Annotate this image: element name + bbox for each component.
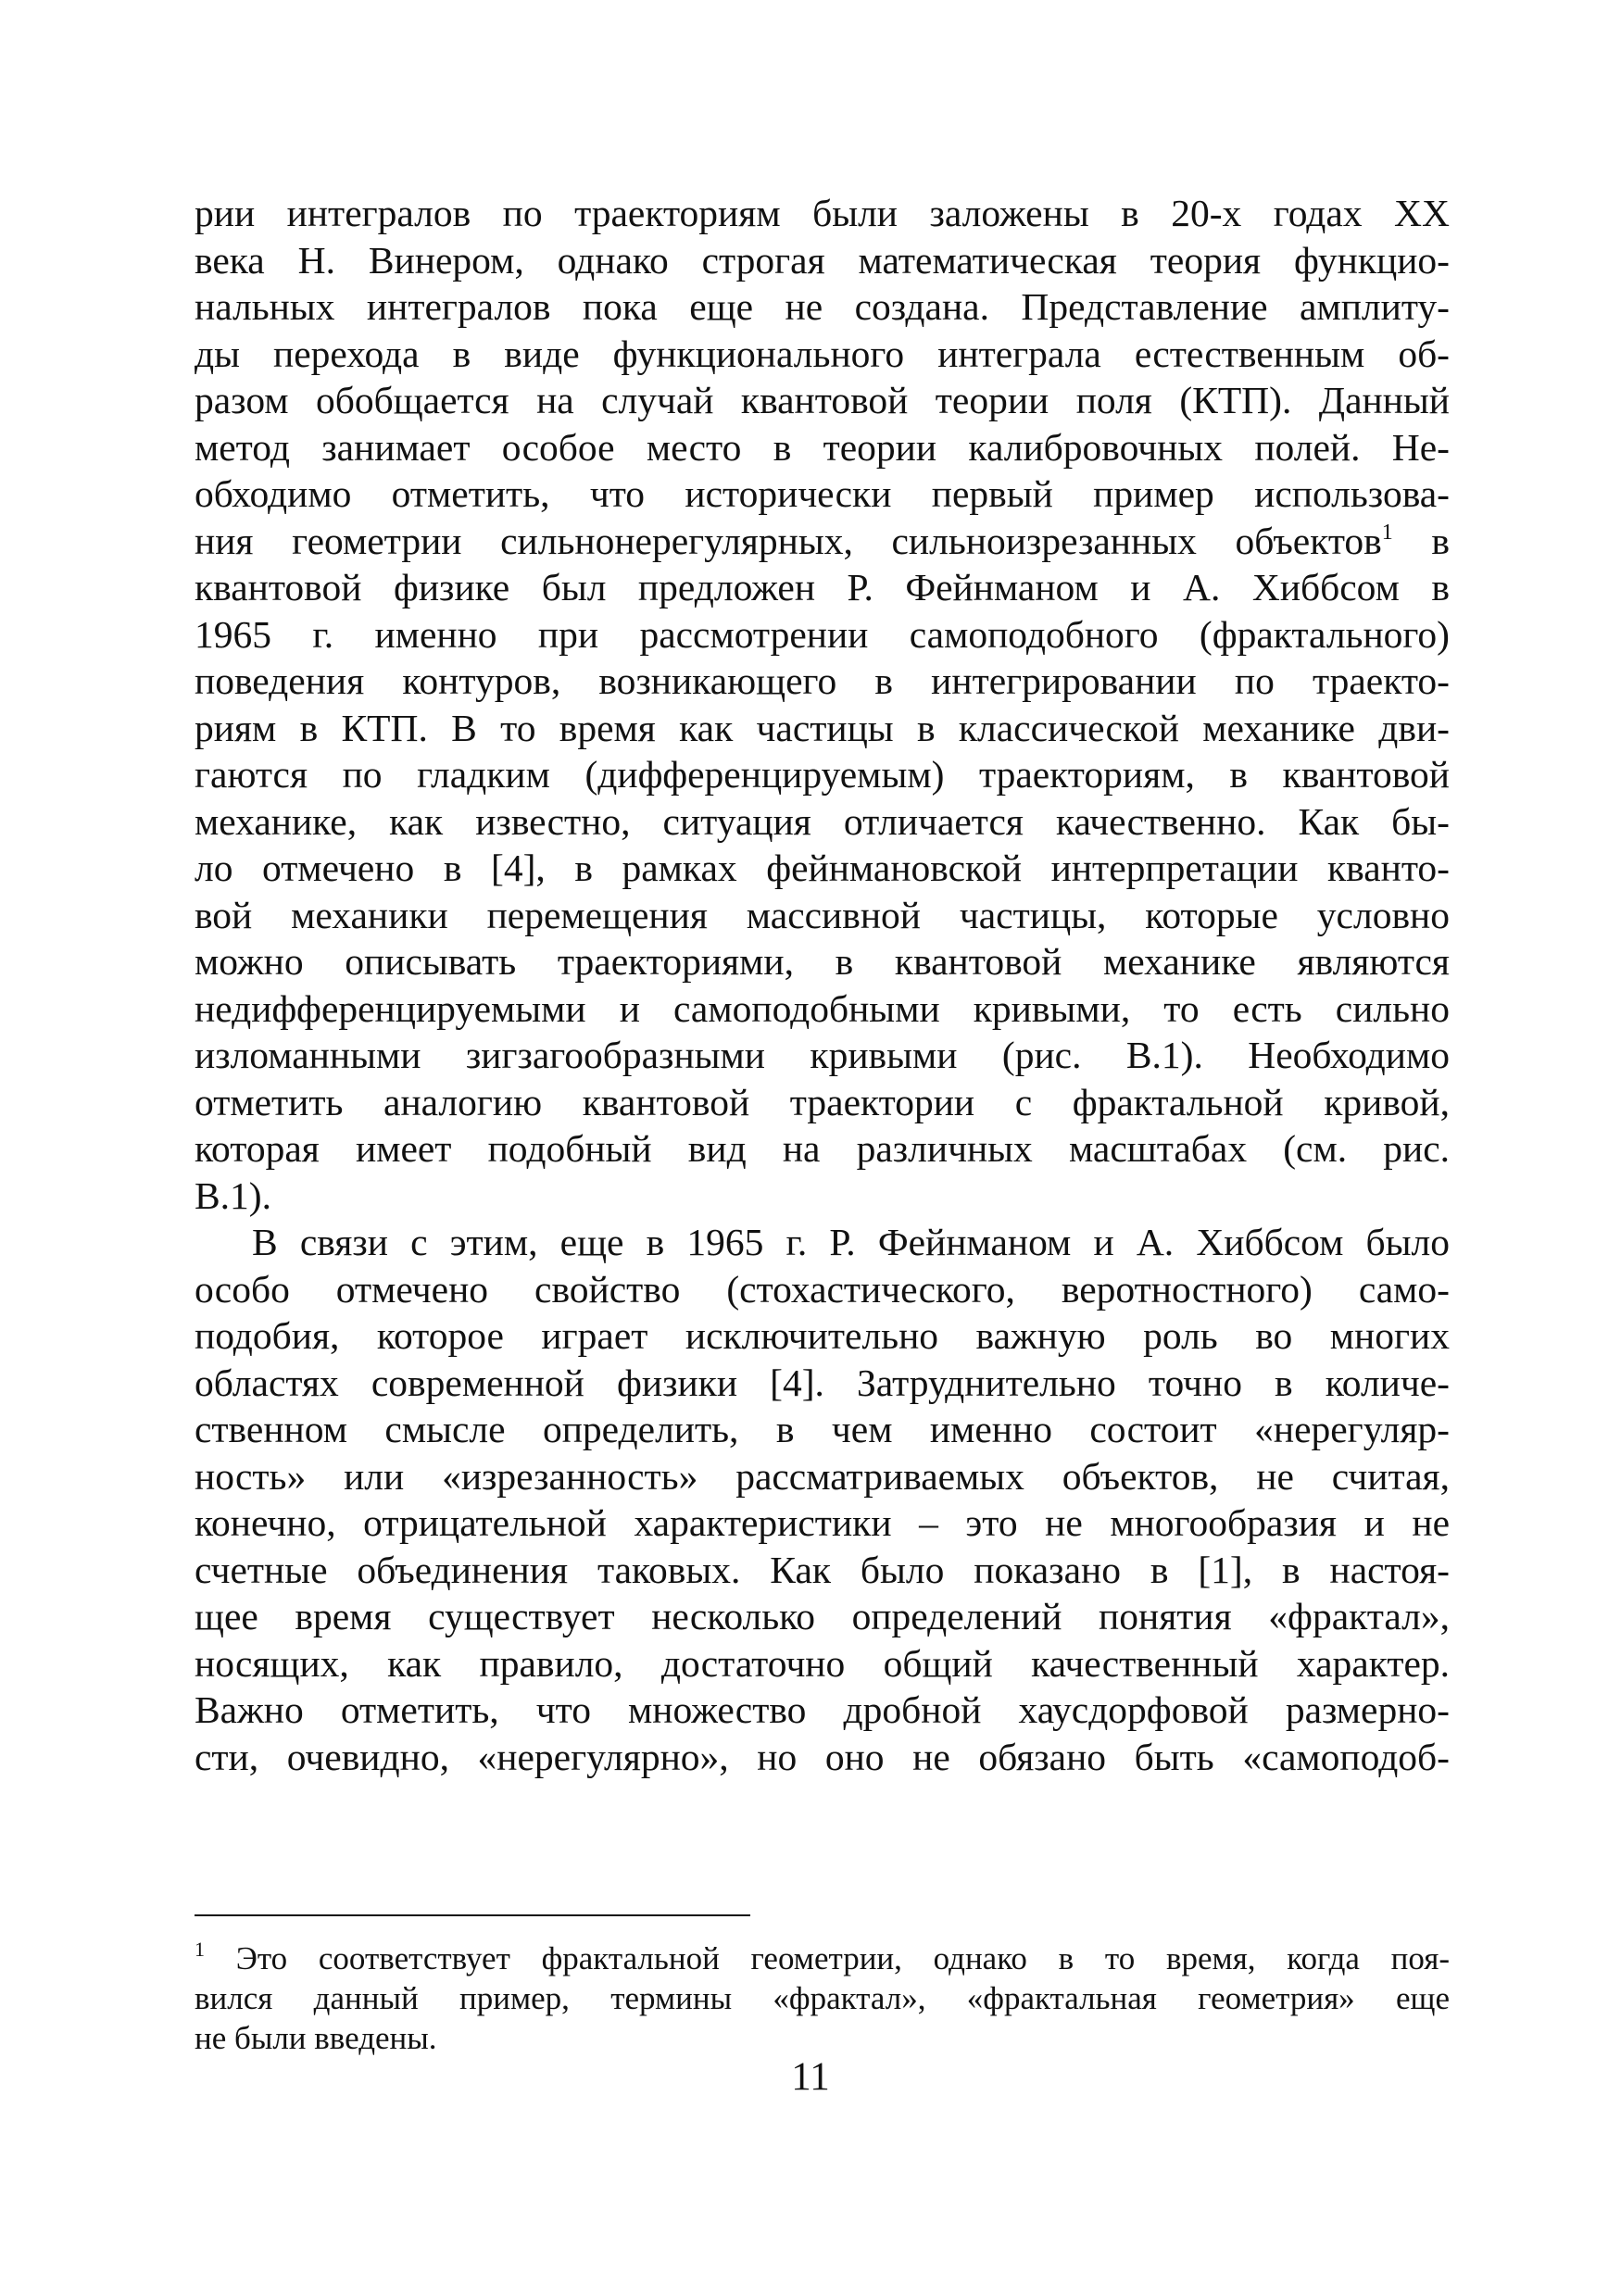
footnote-line: вился данный пример, термины «фрактал», «фрактальная геометрия» еще	[195, 1980, 1450, 2016]
paragraph-2	[195, 1219, 1450, 1780]
text-line: В.1).	[195, 1173, 271, 1217]
text-line: подобия, которое играет исключительно важную роль во многих	[195, 1314, 1450, 1357]
text-line: недифференцируемыми и самоподобными кривыми, то есть сильно	[195, 986, 1450, 1030]
text-line: механике, как известно, ситуация отличается качественно. Как бы-	[195, 799, 1450, 843]
text-line: изломанными зигзагообразными кривыми (рис. В.1). Необходимо	[195, 1034, 1450, 1076]
text-line: рии интегралов по траекториям были заложены в 20-х годах XX	[195, 192, 1450, 234]
text-line: которая имеет подобный вид на различных масштабах (см. рис.	[195, 1127, 1450, 1170]
footnote-text: Это соответствует фрактальной геометрии, однако в то время, когда поя-	[205, 1940, 1450, 1976]
text-line: ность» или «изрезанность» рассматриваемых объектов, не считая,	[195, 1454, 1450, 1498]
text-line: гаются по гладким (дифференцируемым) траекториям, в квантовой	[195, 753, 1450, 796]
text-line: 1965 г. именно при рассмотрении самоподобного (фрактального)	[195, 612, 1450, 656]
text-line: В связи с этим, еще в 1965 г. Р. Фейнманом и А. Хиббсом было	[252, 1221, 1450, 1263]
footnote-line: не были введены.	[195, 2020, 437, 2056]
text-line: сти, очевидно, «нерегулярно», но оно не обязано быть «самоподоб-	[195, 1735, 1450, 1778]
text-line: нальных интегралов пока еще не создана. Представление амплиту-	[195, 285, 1450, 328]
main-text	[195, 190, 1450, 1780]
text-line: вой механики перемещения массивной частицы, которые условно	[195, 893, 1450, 936]
paragraph-1	[195, 190, 1450, 1219]
footnote-line	[195, 1938, 1450, 1978]
text-line: особо отмечено свойство (стохастического, веротностного) само-	[195, 1267, 1450, 1311]
text-line: разом обобщается на случай квантовой теории поля (КТП). Данный	[195, 379, 1450, 421]
text-line: носящих, как правило, достаточно общий качественный характер.	[195, 1641, 1450, 1685]
text-line-with-footnote	[195, 518, 1450, 565]
text-line: ло отмечено в [4], в рамках фейнмановской интерпретации кванто-	[195, 847, 1450, 889]
text-line: можно описывать траекториями, в квантовой механике являются	[195, 940, 1450, 983]
footnote	[195, 1938, 1450, 2058]
text-line: ственном смысле определить, в чем именно состоит «нерегуляр-	[195, 1408, 1450, 1450]
text-line: обходимо отметить, что исторически первый пример использова-	[195, 472, 1450, 515]
text-fragment: ния геометрии сильнонерегулярных, сильноизрезанных объектов	[195, 519, 1382, 562]
text-line: ды перехода в виде функционального интеграла естественным об-	[195, 332, 1450, 375]
footnote-divider	[195, 1914, 750, 1916]
text-fragment: в	[1392, 519, 1450, 562]
text-line: щее время существует несколько определений понятия «фрактал»,	[195, 1595, 1450, 1637]
text-line: областях современной физики [4]. Затруднительно точно в количе-	[195, 1361, 1450, 1404]
text-line: отметить аналогию квантовой траектории с фрактальной кривой,	[195, 1080, 1450, 1123]
text-line: риям в КТП. В то время как частицы в классической механике дви-	[195, 706, 1450, 749]
text-line: метод занимает особое место в теории калибровочных полей. Не-	[195, 425, 1450, 469]
text-line: поведения контуров, возникающего в интегрировании по траекто-	[195, 659, 1450, 702]
text-line: квантовой физике был предложен Р. Фейнманом и А. Хиббсом в	[195, 566, 1450, 609]
text-line: конечно, отрицательной характеристики – это не многообразия и не	[195, 1501, 1450, 1544]
footnote-marker: 1	[195, 1938, 205, 1961]
text-line: века Н. Винером, однако строгая математическая теория функцио-	[195, 238, 1450, 282]
page-number: 11	[791, 2055, 830, 2099]
text-line: счетные объединения таковых. Как было показано в [1], в настоя-	[195, 1548, 1450, 1591]
footnote-reference[interactable]: 1	[1381, 520, 1393, 545]
text-line: Важно отметить, что множество дробной хаусдорфовой размерно-	[195, 1688, 1450, 1731]
